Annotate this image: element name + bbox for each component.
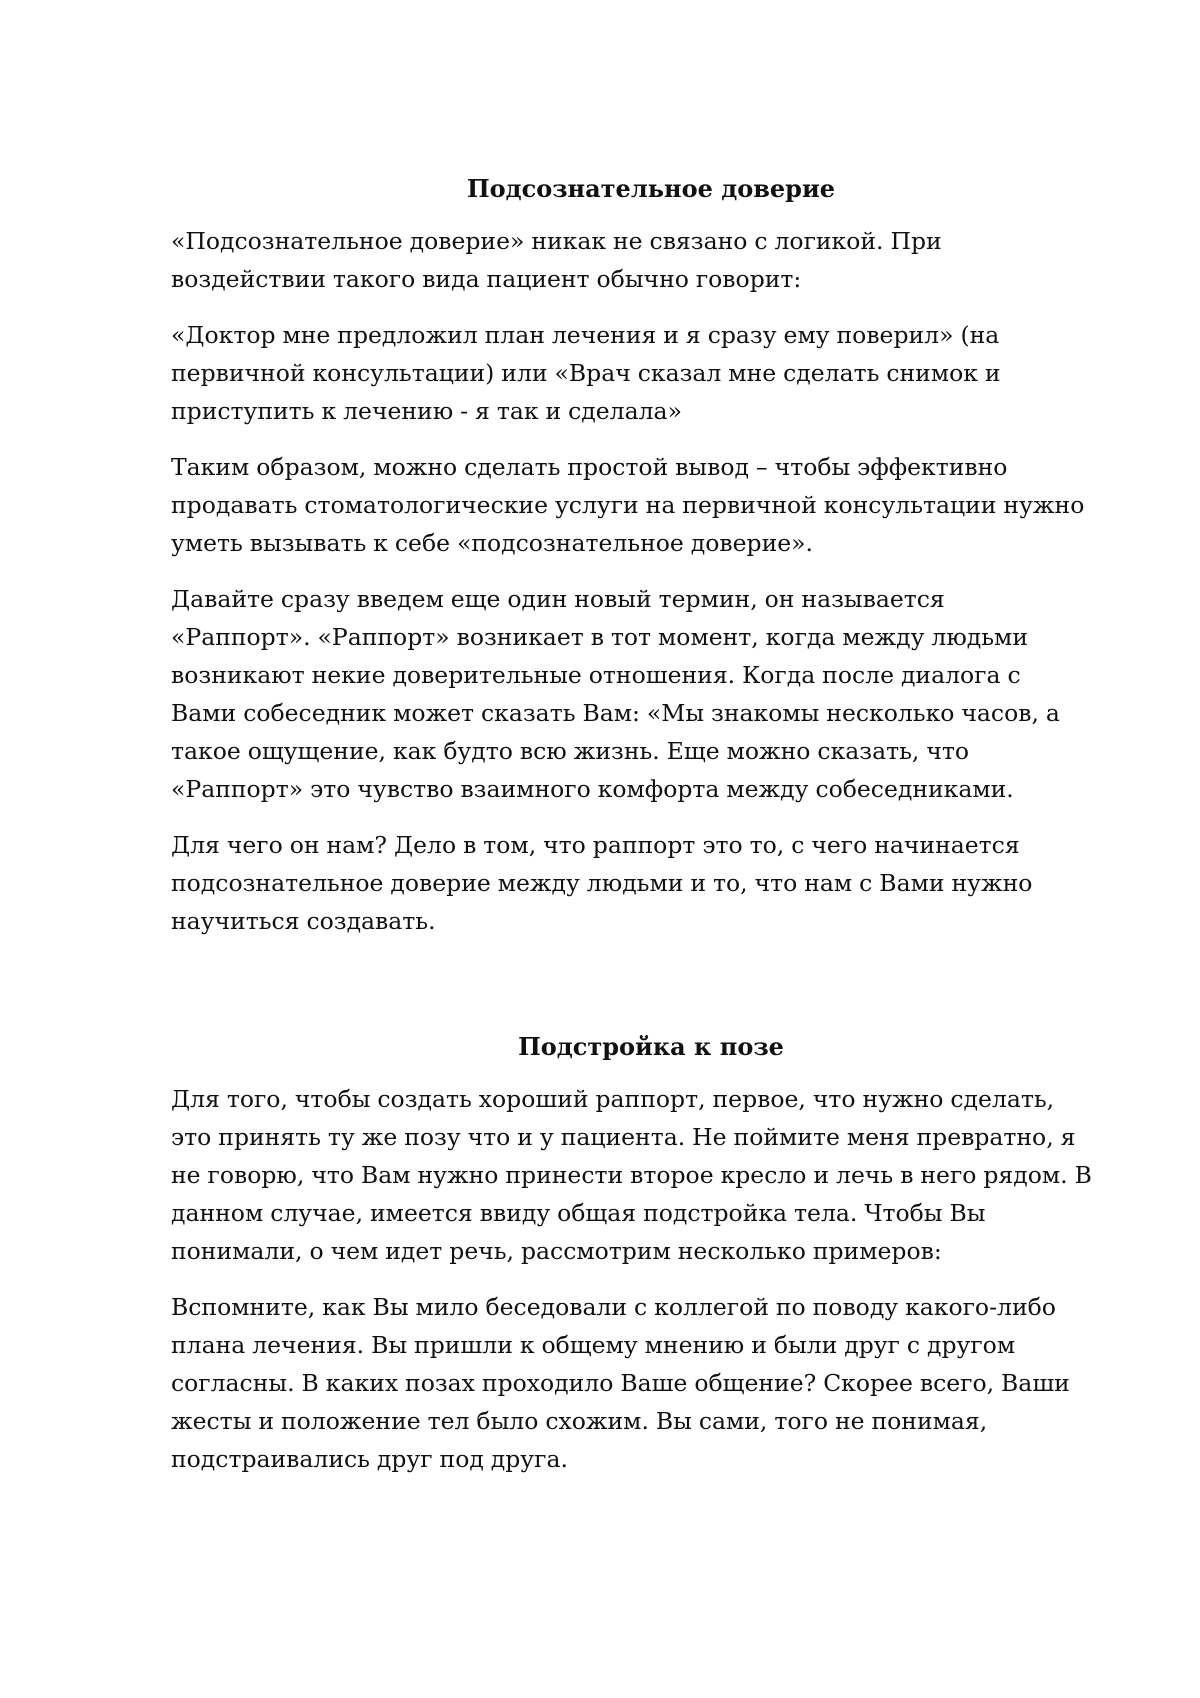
- text-line: первичной консультации) или «Врач сказал мне сделать снимок и: [171, 359, 1001, 387]
- paragraph: [171, 826, 1131, 940]
- text-line: данном случае, имеется ввиду общая подстройка тела. Чтобы Вы: [171, 1199, 986, 1227]
- text-line: воздействии такого вида пациент обычно говорит:: [171, 265, 802, 293]
- text-line: «Доктор мне предложил план лечения и я сразу ему поверил» (на: [171, 321, 1000, 349]
- paragraph: [171, 580, 1131, 808]
- text-line: продавать стоматологические услуги на первичной консультации нужно: [171, 491, 1085, 519]
- text-line: жесты и положение тел было схожим. Вы сами, того не понимая,: [171, 1407, 988, 1435]
- text-line: Для того, чтобы создать хороший раппорт, первое, что нужно сделать,: [171, 1085, 1055, 1113]
- text-line: «Подсознательное доверие» никак не связано с логикой. При: [171, 227, 942, 255]
- text-line: Для чего он нам? Дело в том, что раппорт это то, с чего начинается: [171, 831, 1020, 859]
- paragraph: [171, 222, 1131, 298]
- text-line: приступить к лечению - я так и сделала»: [171, 397, 682, 425]
- paragraph: [171, 448, 1131, 562]
- text-line: уметь вызывать к себе «подсознательное доверие».: [171, 529, 813, 557]
- text-line: «Раппорт». «Раппорт» возникает в тот момент, когда между людьми: [171, 623, 1028, 651]
- text-line: согласны. В каких позах проходило Ваше общение? Скорее всего, Ваши: [171, 1369, 1070, 1397]
- section-title-posture-matching: Подстройка к позе: [518, 1032, 784, 1061]
- paragraph: [171, 316, 1131, 430]
- text-line: Давайте сразу введем еще один новый термин, он называется: [171, 585, 945, 613]
- text-line: подстраивались друг под друга.: [171, 1445, 568, 1473]
- text-line: возникают некие доверительные отношения. Когда после диалога с: [171, 661, 1021, 689]
- text-line: понимали, о чем идет речь, рассмотрим несколько примеров:: [171, 1237, 942, 1265]
- section-title-subconscious-trust: Подсознательное доверие: [466, 174, 836, 203]
- text-line: не говорю, что Вам нужно принести второе кресло и лечь в него рядом. В: [171, 1161, 1092, 1189]
- text-line: подсознательное доверие между людьми и то, что нам с Вами нужно: [171, 869, 1033, 897]
- paragraph: [171, 1080, 1131, 1270]
- text-line: «Раппорт» это чувство взаимного комфорта между собеседниками.: [171, 775, 1014, 803]
- text-line: Вами собеседник может сказать Вам: «Мы знакомы несколько часов, а: [171, 699, 1060, 727]
- text-line: это принять ту же позу что и у пациента. Не поймите меня превратно, я: [171, 1123, 1076, 1151]
- paragraph: [171, 1288, 1131, 1478]
- text-line: Таким образом, можно сделать простой вывод – чтобы эффективно: [171, 453, 1008, 481]
- text-line: такое ощущение, как будто всю жизнь. Еще можно сказать, что: [171, 737, 970, 765]
- text-line: научиться создавать.: [171, 907, 436, 935]
- text-line: Вспомните, как Вы мило беседовали с коллегой по поводу какого-либо: [171, 1293, 1056, 1321]
- text-line: плана лечения. Вы пришли к общему мнению и были друг с другом: [171, 1331, 1016, 1359]
- document-body: [171, 170, 1131, 1478]
